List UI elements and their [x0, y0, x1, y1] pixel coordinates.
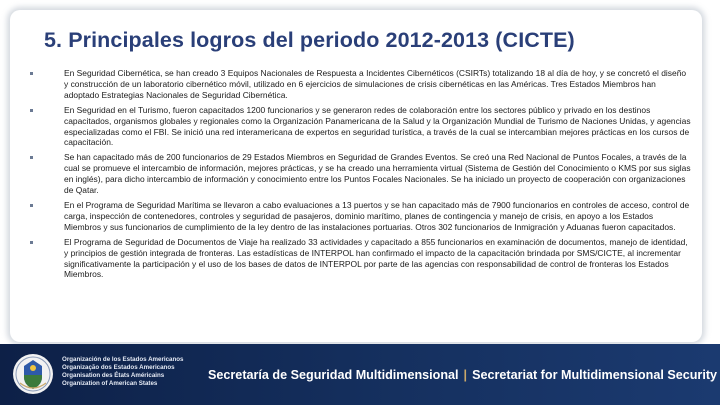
list-item-text: En Seguridad Cibernética, se han creado 3 Equipos Nacionales de Respuesta a Incidentes Cibernéticos (CSIRTs) totalizando 18 al día de hoy, y se concretó el diseño y construcción de un laboratorio cibernético móvil, utilizado en 6 ejercicios de simulaciones de crisis cibernéticas en las Américas. Tres Estados Miembros han adoptado Estrategias Nacionales de Seguridad Cibernética.	[64, 68, 687, 100]
oas-seal-icon	[12, 353, 54, 395]
secretariat-title	[208, 368, 717, 382]
square-bullet-icon	[30, 72, 33, 75]
list-item	[30, 152, 692, 196]
achievements-list	[30, 68, 692, 284]
square-bullet-icon	[30, 156, 33, 159]
slide-title: 5. Principales logros del periodo 2012-2013 (CICTE)	[44, 28, 575, 52]
list-item-text: El Programa de Seguridad de Documentos de Viaje ha realizado 33 actividades y capacitado a 855 funcionarios en examinación de documentos, manejo de identidad, y principios de gestión integrada de fronteras. Las estadísticas de INTERPOL han confirmado el impacto de la capacitación brindada por SMS/CICTE, al incrementar significativamente la participación y el uso de los bases de datos de INTERPOL por parte de las agencias con responsabilidad de control de fronteras los Estados Miembros.	[64, 236, 688, 280]
organization-names	[62, 356, 184, 388]
org-name-es: Organización de los Estados Americanos	[62, 356, 184, 363]
org-name-en: Organization of American States	[62, 380, 158, 387]
list-item-text: En el Programa de Seguridad Marítima se llevaron a cabo evaluaciones a 13 puertos y se han capacitado más de 7900 funcionarios en controles de acceso, control de carga, inspección de contenedores, controles y seguridad de pasajeros, dominio marítimo, planes de contingencia y manejo de crisis, en apoyo a los Estados Miembros y sus funcionarios de cumplimiento de la ley dentro de las instalaciones portuarias. Otros 302 funcionarios de Inmigración y Aduanas fueron capacitados.	[64, 199, 690, 232]
org-name-pt: Organização dos Estados Americanos	[62, 364, 175, 371]
list-item-text: En Seguridad en el Turismo, fueron capacitados 1200 funcionarios y se generaron redes de colaboración entre los sectores público y privado en los destinos capacitados, organismos globales y regionales como la Organización Panamericana de la Salud y la Organización Mundial de Turismo de Naciones Unidas, y agencias especializadas como el FBI. Se inició una red interamericana de expertos en seguridad turística, a través de la cual se intercambian mejores prácticas en los cursos de capacitación.	[64, 104, 691, 148]
secretariat-en: Secretariat for Multidimensional Security	[472, 368, 718, 382]
list-item	[30, 237, 692, 281]
square-bullet-icon	[30, 241, 33, 244]
list-item	[30, 105, 692, 149]
list-item	[30, 68, 692, 101]
square-bullet-icon	[30, 204, 33, 207]
secretariat-es: Secretaría de Seguridad Multidimensional	[208, 368, 459, 382]
square-bullet-icon	[30, 109, 33, 112]
secretariat-separator: |	[463, 368, 468, 382]
list-item-text: Se han capacitado más de 200 funcionarios de 29 Estados Miembros en Seguridad de Grandes Eventos. Se creó una Red Nacional de Puntos Focales, a través de la cual se promueve el intercambio de información, mejores prácticas, y se ha creado una herramienta virtual (Sistema de Gestión del Conocimiento o KMS por sus siglas en inglés), para dicho intercambio de información y conocimiento entre los Puntos Focales Nacionales. Se ha iniciado un proyecto de cooperación con organizaciones de Qatar.	[64, 152, 691, 196]
org-name-fr: Organisation des États Américains	[62, 372, 165, 379]
list-item	[30, 200, 692, 233]
